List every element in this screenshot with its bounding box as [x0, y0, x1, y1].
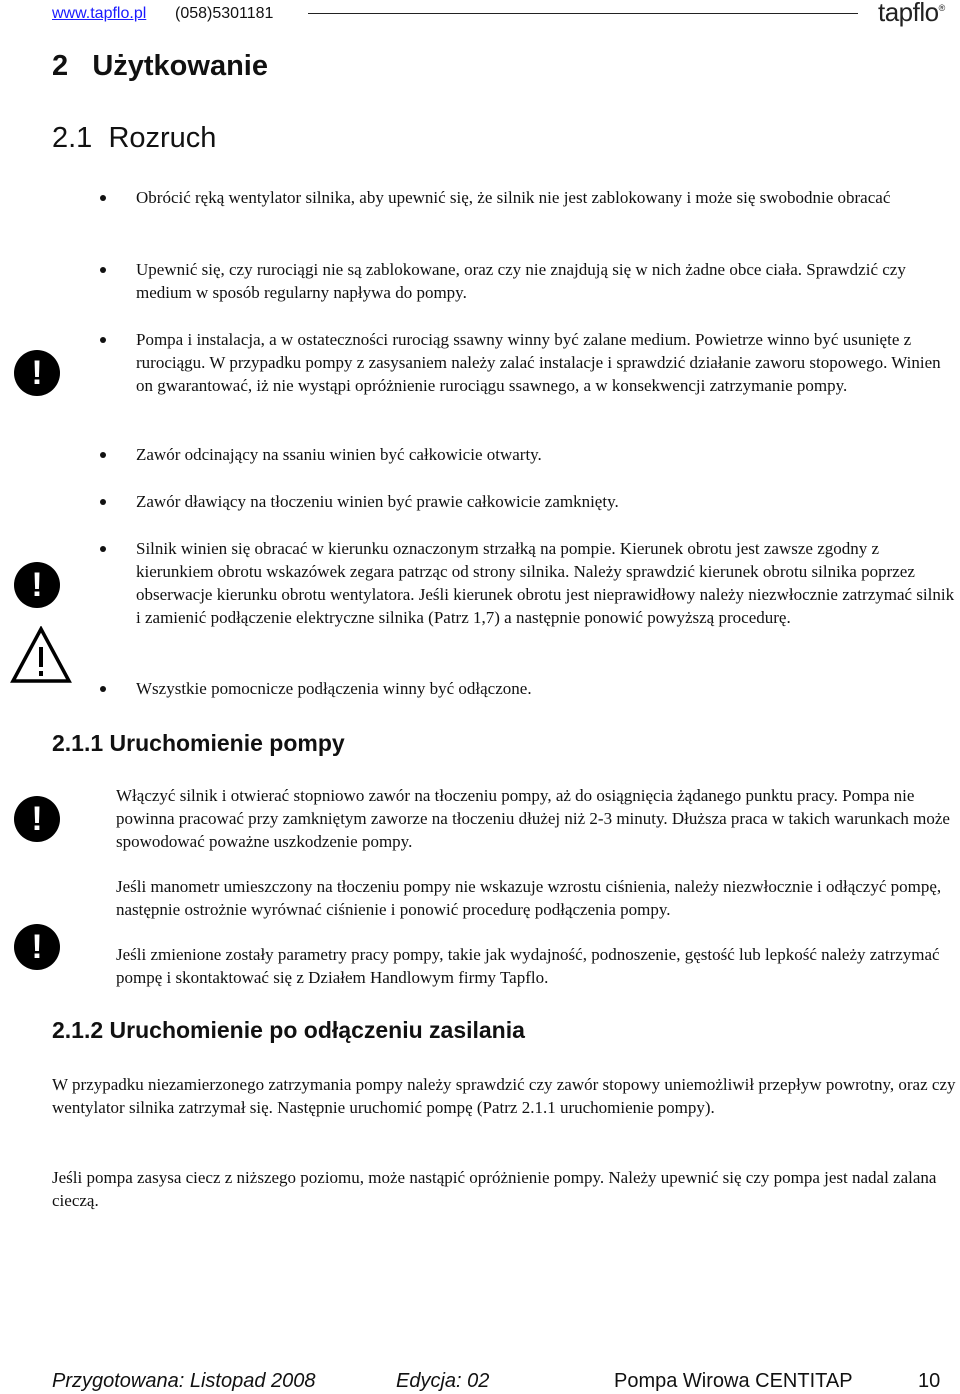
footer-page-number: 10 — [918, 1370, 941, 1392]
bullet-list-7 — [96, 677, 958, 700]
subsection-number: 2.1 — [52, 122, 93, 154]
bullet-item: Obrócić ręką wentylator silnika, aby upewnić się, że silnik nie jest zablokowany i może się swobodnie obracać — [96, 186, 958, 209]
bullet-item: Upewnić się, czy rurociągi nie są zablokowane, oraz czy nie znajdują się w nich żadne obce ciała. Sprawdzić czy medium w sposób regularny napływa do pompy. — [96, 258, 958, 304]
bullet-list-2 — [96, 258, 958, 304]
paragraph-211-3: Jeśli zmienione zostały parametry pracy pompy, takie jak wydajność, podnoszenie, gęstość lub lepkość należy zatrzymać pompę i skontaktować się z Działem Handlowym firmy Tapflo. — [116, 945, 940, 987]
bullet-item: Wszystkie pomocnicze podłączenia winny być odłączone. — [96, 677, 958, 700]
bullet-item: Zawór odcinający na ssaniu winien być całkowicie otwarty. — [96, 443, 958, 466]
bullet-list-5 — [96, 490, 958, 513]
logo-text: tapflo — [878, 0, 939, 27]
section-number: 2 — [52, 50, 69, 82]
website-link[interactable]: www.tapflo.pl — [52, 5, 147, 22]
bullet-item: Zawór dławiący na tłoczeniu winien być prawie całkowicie zamknięty. — [96, 490, 958, 513]
tapflo-logo — [878, 0, 945, 28]
warning-exclamation-icon: ! — [14, 350, 60, 396]
subsection-heading — [52, 122, 216, 155]
bullet-list-6 — [96, 537, 958, 629]
bullet-item: Pompa i instalacja, a w ostateczności rurociąg ssawny winny być zalane medium. Powietrze winno być usunięte z rurociągu. W przypadku pompy z zasysaniem należy zalać instalacje i sprawdzić działanie zaworu stopowego. Winien on gwarantować, iż nie wystąpi opróżnienie rurociągu ssawnego, a w konsekwencji zatrzymanie pompy. — [96, 328, 958, 397]
warning-exclamation-icon: ! — [14, 562, 60, 608]
subsection-212-heading: 2.1.2 Uruchomienie po odłączeniu zasilania — [52, 1017, 525, 1043]
subsection-title: Rozruch — [108, 122, 217, 154]
paragraph-212-1: W przypadku niezamierzonego zatrzymania pompy należy sprawdzić czy zawór stopowy uniemożliwił przepływ powrotny, oraz czy wentylator silnika zatrzymał się. Następnie uruchomić pompę (Patrz 2.1.1 uruchomienie pompy). — [52, 1075, 956, 1117]
phone-number: (058)5301181 — [175, 5, 274, 22]
warning-exclamation-icon: ! — [14, 924, 60, 970]
registered-mark: ® — [938, 3, 945, 13]
bullet-item: Silnik winien się obracać w kierunku oznaczonym strzałką na pompie. Kierunek obrotu jest zawsze zgodny z kierunkiem obrotu wskazówek zegara patrząc od strony silnika. Należy sprawdzić kierunek obrotu silnika poprzez obserwacje kierunku obrotu wentylatora. Jeśli kierunek obrotu jest nieprawidłowy należy niezwłocznie zatrzymać silnik i zamienić podłączenie elektryczne silnika (Patrz 1,7) a następnie ponowić powyższą procedurę. — [96, 537, 958, 629]
footer-edition: Edycja: 02 — [396, 1370, 490, 1392]
warning-exclamation-icon: ! — [14, 796, 60, 842]
paragraph-212-2: Jeśli pompa zasysa ciecz z niższego poziomu, może nastąpić opróżnienie pompy. Należy upewnić się czy pompa jest nadal zalana cieczą. — [52, 1168, 937, 1210]
header-rule — [308, 13, 858, 14]
paragraph-211-1: Włączyć silnik i otwierać stopniowo zawór na tłoczeniu pompy, aż do osiągnięcia żądanego punktu pracy. Pompa nie powinna pracować przy zamkniętym zaworze na tłoczeniu dłużej niż 2-3 minuty. Dłuższa praca w takich warunkach może spowodować poważne uszkodzenie pompy. — [116, 786, 950, 851]
bullet-list-3 — [96, 328, 958, 397]
warning-triangle-icon — [10, 626, 72, 684]
bullet-list-1 — [96, 186, 958, 209]
bullet-list-4 — [96, 443, 958, 466]
footer-product: Pompa Wirowa CENTITAP — [614, 1370, 853, 1392]
paragraph-211-2: Jeśli manometr umieszczony na tłoczeniu pompy nie wskazuje wzrostu ciśnienia, należy niezwłocznie i odłączyć pompę, następnie ostrożnie wyrównać ciśnienie i ponowić procedurę podłączenia pompy. — [116, 877, 942, 919]
section-heading — [52, 50, 268, 83]
subsection-211-heading: 2.1.1 Uruchomienie pompy — [52, 730, 345, 756]
section-title: Użytkowanie — [92, 50, 268, 82]
footer-prepared: Przygotowana: Listopad 2008 — [52, 1370, 316, 1392]
